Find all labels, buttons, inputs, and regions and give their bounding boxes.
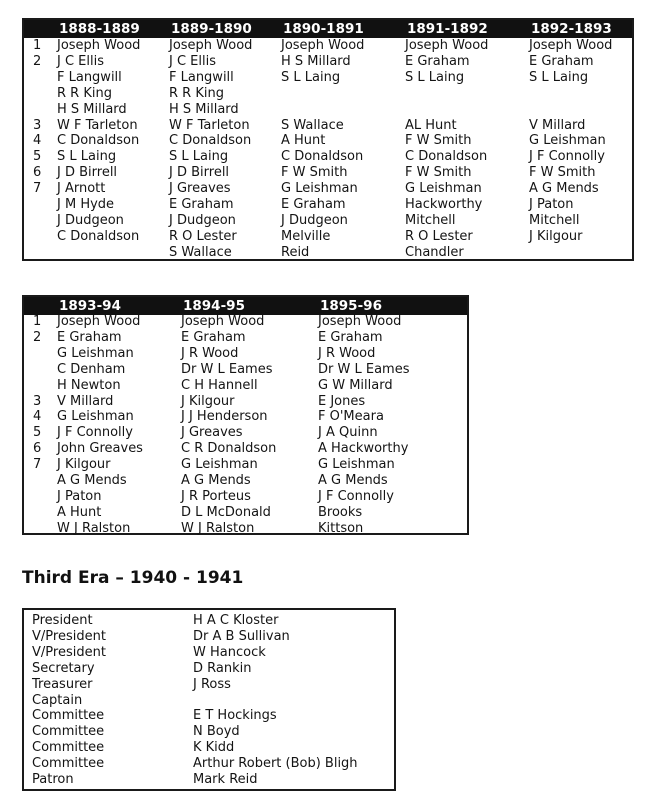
office-bearer-name: R O Lester: [405, 228, 473, 244]
office-holder-name: W Hancock: [193, 644, 266, 660]
office-bearer-name: C Donaldson: [57, 228, 140, 244]
office-bearer-name: V Millard: [57, 393, 114, 409]
office-role: Treasurer: [32, 676, 93, 692]
office-bearer-name: J D Birrell: [169, 165, 230, 181]
row-number: 6: [33, 165, 42, 181]
office-bearer-name: C H Hannell: [181, 377, 258, 393]
office-bearer-name: J C Ellis: [169, 53, 216, 69]
office-bearer-name: A Hunt: [57, 504, 102, 520]
row-number: 2: [33, 53, 42, 69]
office-role: Committee: [32, 756, 105, 772]
office-bearer-name: C Donaldson: [169, 133, 252, 149]
office-bearer-name: S Wallace: [169, 244, 232, 260]
third-era-office-bearers-table: [22, 608, 396, 791]
season-header: 1893-94: [59, 298, 121, 314]
office-bearer-name: J D Birrell: [57, 165, 118, 181]
office-bearer-name: E Graham: [318, 329, 383, 345]
office-holder-name: D Rankin: [193, 660, 252, 676]
office-bearer-name: G Leishman: [57, 345, 134, 361]
office-bearer-name: J R Wood: [318, 345, 376, 361]
season-header: 1889-1890: [171, 21, 252, 37]
office-bearer-name: S L Laing: [405, 69, 465, 85]
office-bearer-name: J F Connolly: [318, 488, 394, 504]
office-bearer-name: F Langwill: [57, 69, 122, 85]
table-header: [24, 20, 632, 38]
office-role: V/President: [32, 628, 106, 644]
row-number: 3: [33, 117, 42, 133]
office-bearer-name: H S Millard: [169, 101, 239, 117]
office-role: Patron: [32, 772, 74, 787]
office-holder-name: E T Hockings: [193, 708, 277, 724]
office-bearer-name: C Denham: [57, 361, 126, 377]
row-number: 2: [33, 329, 42, 345]
office-bearer-name: Joseph Wood: [405, 38, 489, 53]
office-bearer-name: J Paton: [57, 488, 102, 504]
row-number: 5: [33, 425, 42, 441]
office-holder-name: Mark Reid: [193, 772, 258, 787]
office-bearer-name: A G Mends: [181, 473, 251, 488]
office-bearer-name: G Leishman: [405, 181, 482, 197]
office-role: Committee: [32, 708, 105, 724]
office-bearer-name: R R King: [57, 85, 112, 101]
office-bearer-name: F W Smith: [405, 165, 472, 181]
row-number: 4: [33, 133, 42, 149]
office-bearer-name: J A Quinn: [318, 425, 378, 441]
office-bearer-name: A Hunt: [281, 133, 326, 149]
office-bearer-name: F W Smith: [281, 165, 348, 181]
office-bearer-name: J F Connolly: [57, 425, 133, 441]
office-bearer-name: A Hackworthy: [318, 441, 409, 457]
season-header: 1890-1891: [283, 21, 364, 37]
office-bearer-name: Dr W L Eames: [318, 361, 410, 377]
office-holder-name: J Ross: [193, 676, 231, 692]
office-bearer-name: F Langwill: [169, 69, 234, 85]
office-bearer-name: AL Hunt: [405, 117, 457, 133]
office-bearer-name: F W Smith: [405, 133, 472, 149]
office-bearer-name: J J Henderson: [181, 409, 268, 425]
office-bearer-name: C Donaldson: [57, 133, 140, 149]
row-number: 1: [33, 38, 42, 53]
office-bearer-name: S L Laing: [529, 69, 589, 85]
office-bearer-name: Brooks: [318, 504, 363, 520]
office-role: Secretary: [32, 660, 95, 676]
office-bearer-name: J R Wood: [181, 345, 239, 361]
third-era-heading: Third Era – 1940 - 1941: [22, 568, 244, 588]
office-bearer-name: J Paton: [529, 197, 574, 212]
office-bearer-name: Joseph Wood: [318, 314, 402, 329]
office-bearer-name: Joseph Wood: [57, 38, 141, 53]
office-bearer-name: Joseph Wood: [281, 38, 365, 53]
office-bearer-name: Dr W L Eames: [181, 361, 273, 377]
row-number: 6: [33, 441, 42, 457]
office-bearer-name: G Leishman: [318, 457, 395, 473]
office-bearer-name: J Arnott: [57, 181, 106, 197]
office-role: Captain: [32, 692, 83, 708]
row-number: 5: [33, 149, 42, 165]
office-role: V/President: [32, 644, 106, 660]
office-bearer-name: F O'Meara: [318, 409, 384, 425]
row-number: 4: [33, 409, 42, 425]
season-header: 1888-1889: [59, 21, 140, 37]
office-bearer-name: G Leishman: [181, 457, 258, 473]
office-bearer-name: S L Laing: [281, 69, 341, 85]
office-bearer-name: R R King: [169, 85, 224, 101]
office-bearer-name: E Jones: [318, 393, 366, 409]
office-bearer-name: G Leishman: [529, 133, 606, 149]
office-bearer-name: H Newton: [57, 377, 121, 393]
office-bearer-name: A G Mends: [318, 473, 388, 488]
office-role: President: [32, 613, 93, 628]
office-bearer-name: Chandler: [405, 244, 464, 260]
office-bearer-name: J Dudgeon: [281, 212, 348, 228]
office-bearer-name: V Millard: [529, 117, 586, 133]
office-bearer-name: E Graham: [181, 329, 246, 345]
table-header: [24, 297, 467, 315]
office-bearer-name: W J Ralston: [181, 520, 255, 536]
office-bearer-name: A G Mends: [57, 473, 127, 488]
office-bearer-name: W J Ralston: [57, 520, 131, 536]
office-bearer-name: Joseph Wood: [181, 314, 265, 329]
office-bearer-name: J F Connolly: [529, 149, 605, 165]
office-bearer-name: J M Hyde: [57, 197, 115, 212]
office-bearer-name: R O Lester: [169, 228, 237, 244]
office-bearer-name: Kittson: [318, 520, 364, 536]
office-bearer-name: J Kilgour: [181, 393, 235, 409]
season-header: 1895-96: [320, 298, 382, 314]
office-bearer-name: G Leishman: [57, 409, 134, 425]
row-number: 1: [33, 314, 42, 329]
office-bearer-name: H S Millard: [281, 53, 351, 69]
office-bearer-name: Melville: [281, 228, 331, 244]
office-bearers-table-1893-1896: [22, 295, 469, 535]
office-holder-name: K Kidd: [193, 740, 235, 756]
office-holder-name: Arthur Robert (Bob) Bligh: [193, 756, 358, 772]
office-bearer-name: J Kilgour: [529, 228, 583, 244]
office-bearer-name: D L McDonald: [181, 504, 271, 520]
office-bearer-name: C Donaldson: [281, 149, 364, 165]
office-bearer-name: Reid: [281, 244, 310, 260]
office-bearer-name: J R Porteus: [181, 488, 251, 504]
office-bearer-name: F W Smith: [529, 165, 596, 181]
office-bearers-table-1888-1893: [22, 18, 634, 261]
office-bearer-name: J Greaves: [169, 181, 231, 197]
office-bearer-name: C Donaldson: [405, 149, 488, 165]
office-role: Committee: [32, 724, 105, 740]
office-bearer-name: E Graham: [281, 197, 346, 212]
row-number: 3: [33, 393, 42, 409]
office-bearer-name: E Graham: [57, 329, 122, 345]
office-bearer-name: E Graham: [405, 53, 470, 69]
office-holder-name: H A C Kloster: [193, 613, 279, 628]
office-bearer-name: J C Ellis: [57, 53, 104, 69]
office-bearer-name: S Wallace: [281, 117, 344, 133]
office-bearer-name: Mitchell: [529, 212, 580, 228]
office-bearer-name: Joseph Wood: [169, 38, 253, 53]
season-header: 1891-1892: [407, 21, 488, 37]
office-bearer-name: J Dudgeon: [57, 212, 124, 228]
office-holder-name: Dr A B Sullivan: [193, 628, 290, 644]
office-holder-name: N Boyd: [193, 724, 240, 740]
row-number: 7: [33, 181, 42, 197]
office-bearer-name: Joseph Wood: [529, 38, 613, 53]
office-bearer-name: S L Laing: [57, 149, 117, 165]
office-bearer-name: Mitchell: [405, 212, 456, 228]
office-bearer-name: H S Millard: [57, 101, 127, 117]
office-bearer-name: E Graham: [529, 53, 594, 69]
office-bearer-name: J Kilgour: [57, 457, 111, 473]
office-bearer-name: G W Millard: [318, 377, 393, 393]
office-bearer-name: S L Laing: [169, 149, 229, 165]
office-bearer-name: J Greaves: [181, 425, 243, 441]
season-header: 1892-1893: [531, 21, 612, 37]
office-bearer-name: Joseph Wood: [57, 314, 141, 329]
row-number: 7: [33, 457, 42, 473]
office-bearer-name: E Graham: [169, 197, 234, 212]
office-bearer-name: J Dudgeon: [169, 212, 236, 228]
office-bearer-name: John Greaves: [57, 441, 143, 457]
office-bearer-name: A G Mends: [529, 181, 599, 197]
office-bearer-name: W F Tarleton: [57, 117, 138, 133]
office-role: Committee: [32, 740, 105, 756]
office-bearer-name: Hackworthy: [405, 197, 483, 212]
office-bearer-name: G Leishman: [281, 181, 358, 197]
season-header: 1894-95: [183, 298, 245, 314]
office-bearer-name: C R Donaldson: [181, 441, 277, 457]
office-bearer-name: W F Tarleton: [169, 117, 250, 133]
